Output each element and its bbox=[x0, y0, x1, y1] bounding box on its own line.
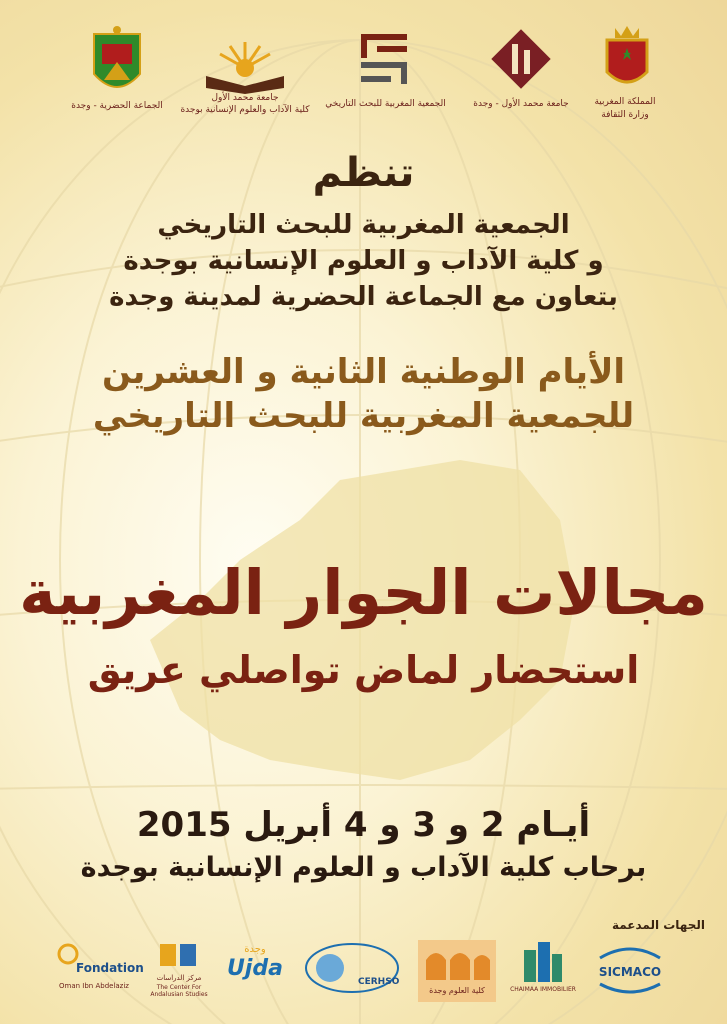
city-council-logo bbox=[82, 22, 152, 102]
organizer-line-1: الجمعية المغربية للبحث التاريخي bbox=[157, 210, 570, 240]
university-caption: جامعة محمد الأول - وجدة bbox=[473, 99, 569, 109]
organizer-line-3: بتعاون مع الجماعة الحضرية لمدينة وجدة bbox=[109, 282, 618, 312]
royal-coat-of-arms-icon bbox=[593, 20, 661, 94]
ministry-caption-2: وزارة الثقافة bbox=[601, 110, 649, 120]
event-dates: أيـام 2 و 3 و 4 أبريل 2015 bbox=[136, 805, 591, 845]
arches-icon bbox=[418, 940, 496, 984]
sponsors-heading: الجهات المدعمة bbox=[611, 918, 705, 932]
sponsor-ujda-name: Ujda bbox=[227, 956, 283, 981]
sponsor-fondation-name: Fondation bbox=[76, 961, 144, 975]
university-emblem-icon bbox=[486, 24, 556, 94]
sponsor-chaimaa bbox=[510, 940, 576, 1002]
globe-icon bbox=[302, 940, 402, 996]
sponsor-ujda bbox=[220, 940, 290, 1002]
event-line-2: للجمعية المغربية للبحث التاريخي bbox=[92, 396, 635, 436]
buildings-icon bbox=[510, 940, 576, 984]
organizer-line-2: و كلية الآداب و العلوم الإنسانية بوجدة bbox=[123, 246, 604, 276]
ministry-logo bbox=[593, 20, 661, 94]
sponsor-ujda-sub: وجدة bbox=[244, 944, 266, 955]
university-logo bbox=[486, 24, 556, 94]
fondation-icon bbox=[54, 940, 144, 980]
sponsor-fondation-sub: Oman Ibn Abdelaziz bbox=[59, 982, 129, 990]
theme-title: مجالات الجوار المغربية bbox=[19, 556, 708, 629]
sicmaco-icon bbox=[594, 940, 666, 996]
ministry-caption-1: المملكة المغربية bbox=[594, 97, 656, 107]
books-icon bbox=[148, 940, 210, 974]
event-line-1: الأيام الوطنية الثانية و العشرين bbox=[101, 352, 626, 392]
sponsor-sciences-name: كلية العلوم وجدة bbox=[429, 986, 485, 995]
theme-subtitle: استحضار لماض تواصلي عريق bbox=[87, 648, 640, 692]
city-council-crest-icon bbox=[82, 22, 152, 102]
sponsor-fondation bbox=[54, 940, 144, 1002]
city-council-caption: الجماعة الحضرية - وجدة bbox=[71, 101, 163, 111]
faculty-logo bbox=[200, 38, 290, 94]
book-sun-icon bbox=[200, 38, 290, 94]
sponsor-andalusian-sub: The Center For Andalusian Studies bbox=[150, 984, 208, 998]
sponsor-chaimaa-name: CHAIMAA IMMOBILIER bbox=[510, 986, 576, 993]
event-venue: برحاب كلية الآداب و العلوم الإنسانية بوجدة bbox=[80, 852, 647, 883]
association-logo bbox=[355, 28, 413, 88]
sponsor-andalusian bbox=[148, 940, 210, 1002]
sponsor-sicmaco bbox=[594, 940, 666, 1002]
faculty-caption-1: جامعة محمد الأول bbox=[211, 93, 279, 103]
organizes-heading: تنظم bbox=[312, 150, 415, 196]
association-caption: الجمعية المغربية للبحث التاريخي bbox=[325, 99, 446, 109]
sponsor-andalusian-name: مركز الدراسات bbox=[156, 974, 202, 982]
sponsor-cerhso bbox=[302, 940, 402, 1002]
faculty-caption-2: كلية الآداب والعلوم الإنسانية بوجدة bbox=[180, 105, 310, 115]
sponsor-sicmaco-name: SICMACO bbox=[598, 965, 662, 979]
sponsor-cerhso-name: CERHSO bbox=[358, 977, 400, 987]
sponsor-sciences-faculty bbox=[418, 940, 496, 1002]
association-kufic-icon bbox=[355, 28, 413, 88]
